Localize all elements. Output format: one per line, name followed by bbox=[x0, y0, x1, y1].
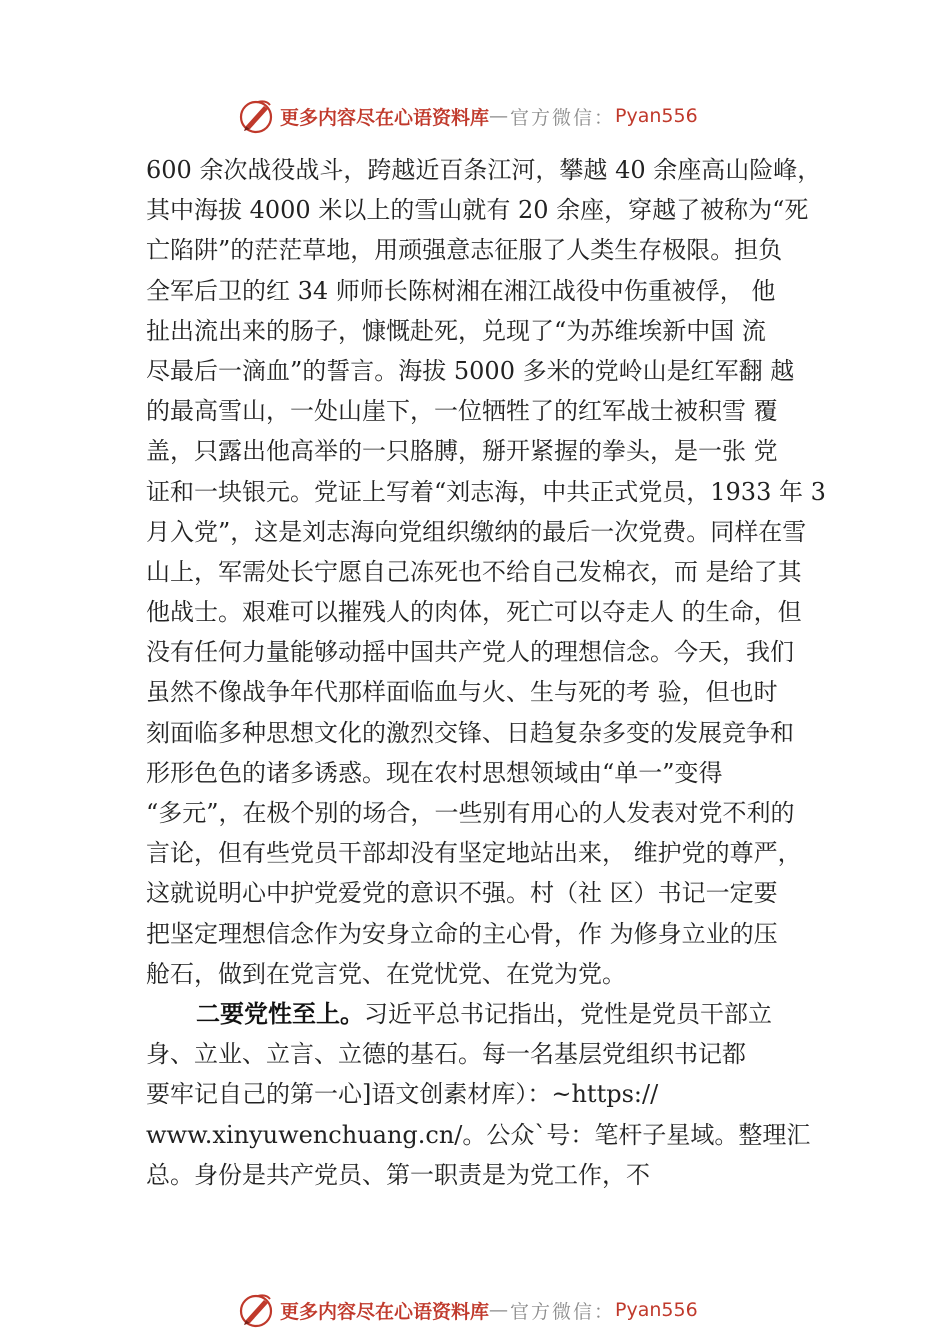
text-line: 他战士。艰难可以摧残人的肉体，死亡可以夺走人 的生命，但 bbox=[146, 598, 802, 627]
text-line: 的最高雪山，一处山崖下，一位牺牲了的红军战士被积雪 覆 bbox=[146, 397, 778, 426]
text-line: 形形色色的诸多诱惑。现在农村思想领域由“单一”变得 bbox=[146, 758, 723, 787]
text-line: 亡陷阱”的茫茫草地，用顽强意志征服了人类生存极限。担负 bbox=[146, 236, 783, 265]
banner-dash: — bbox=[489, 1299, 511, 1321]
banner-official-label: 官方微信： bbox=[510, 106, 616, 129]
banner-dash: — bbox=[489, 105, 511, 127]
banner-wechat-id: Pyan556 bbox=[615, 105, 698, 127]
text-line: 全军后卫的红 34 师师长陈树湘在湘江战役中伤重被俘， 他 bbox=[146, 276, 776, 305]
text-line: www.xinyuwenchuang.cn/。公众`号：笔杆子星域。整理汇 bbox=[146, 1120, 811, 1149]
pen-logo-icon bbox=[236, 96, 276, 136]
text-line: 总。身份是共产党员、第一职责是为党工作，不 bbox=[146, 1160, 650, 1189]
text-line: 这就说明心中护党爱党的意识不强。村（社 区）书记一定要 bbox=[146, 879, 778, 908]
text-line: 盖，只露出他高举的一只胳膊，掰开紧握的拳头，是一张 党 bbox=[146, 437, 778, 466]
text-line: 扯出流出来的肠子，慷慨赴死，兑现了“为苏维埃新中国 流 bbox=[146, 316, 766, 345]
text-line: 刻面临多种思想文化的激烈交锋、日趋复杂多变的发展竞争和 bbox=[146, 718, 794, 747]
text-line: 言论，但有些党员干部却没有坚定地站出来， 维护党的尊严， bbox=[146, 839, 802, 868]
banner-wechat-id: Pyan556 bbox=[615, 1299, 698, 1321]
text-line: 其中海拔 4000 米以上的雪山就有 20 余座，穿越了被称为“死 bbox=[146, 196, 809, 225]
paragraph-2-first-line bbox=[146, 994, 830, 1034]
text-line: 把坚定理想信念作为安身立命的主心骨，作 为修身立业的压 bbox=[146, 919, 778, 948]
header-banner bbox=[236, 96, 736, 136]
text-line: 月入党”，这是刘志海向党组织缴纳的最后一次党费。同样在雪 bbox=[146, 517, 807, 546]
banner-title: 更多内容尽在心语资料库 bbox=[280, 1300, 490, 1323]
banner-title: 更多内容尽在心语资料库 bbox=[280, 106, 490, 129]
text-line: 舱石，做到在党言党、在党忧党、在党为党。 bbox=[146, 959, 626, 988]
text-line: “多元”，在极个别的场合，一些别有用心的人发表对党不利的 bbox=[146, 799, 795, 827]
text-line: 600 余次战役战斗，跨越近百条江河，攀越 40 余座高山险峰， bbox=[146, 156, 822, 184]
footer-banner bbox=[236, 1290, 736, 1330]
text-line: 身、立业、立言、立德的基石。每一名基层党组织书记都 bbox=[146, 1040, 746, 1069]
banner-official-label: 官方微信： bbox=[510, 1300, 616, 1323]
body-text bbox=[146, 150, 830, 1195]
paragraph-heading: 二要党性至上。 bbox=[196, 998, 364, 1028]
text-line: 山上，军需处长宁愿自己冻死也不给自己发棉衣，而 是给了其 bbox=[146, 557, 802, 586]
text-line: 没有任何力量能够动摇中国共产党人的理想信念。今天，我们 bbox=[146, 638, 794, 667]
text-line: 尽最后一滴血”的誓言。海拔 5000 多米的党岭山是红军翻 越 bbox=[146, 356, 795, 385]
paragraph-text: 习近平总书记指出，党性是党员干部立 bbox=[364, 999, 772, 1028]
text-line: 虽然不像战争年代那样面临血与火、生与死的考 验，但也时 bbox=[146, 678, 778, 707]
text-line: 要牢记自己的第一心]语文创素材库）：~https:// bbox=[146, 1080, 659, 1109]
text-line: 证和一块银元。党证上写着“刘志海，中共正式党员，1933 年 3 bbox=[146, 477, 826, 506]
pen-logo-icon bbox=[236, 1290, 276, 1330]
